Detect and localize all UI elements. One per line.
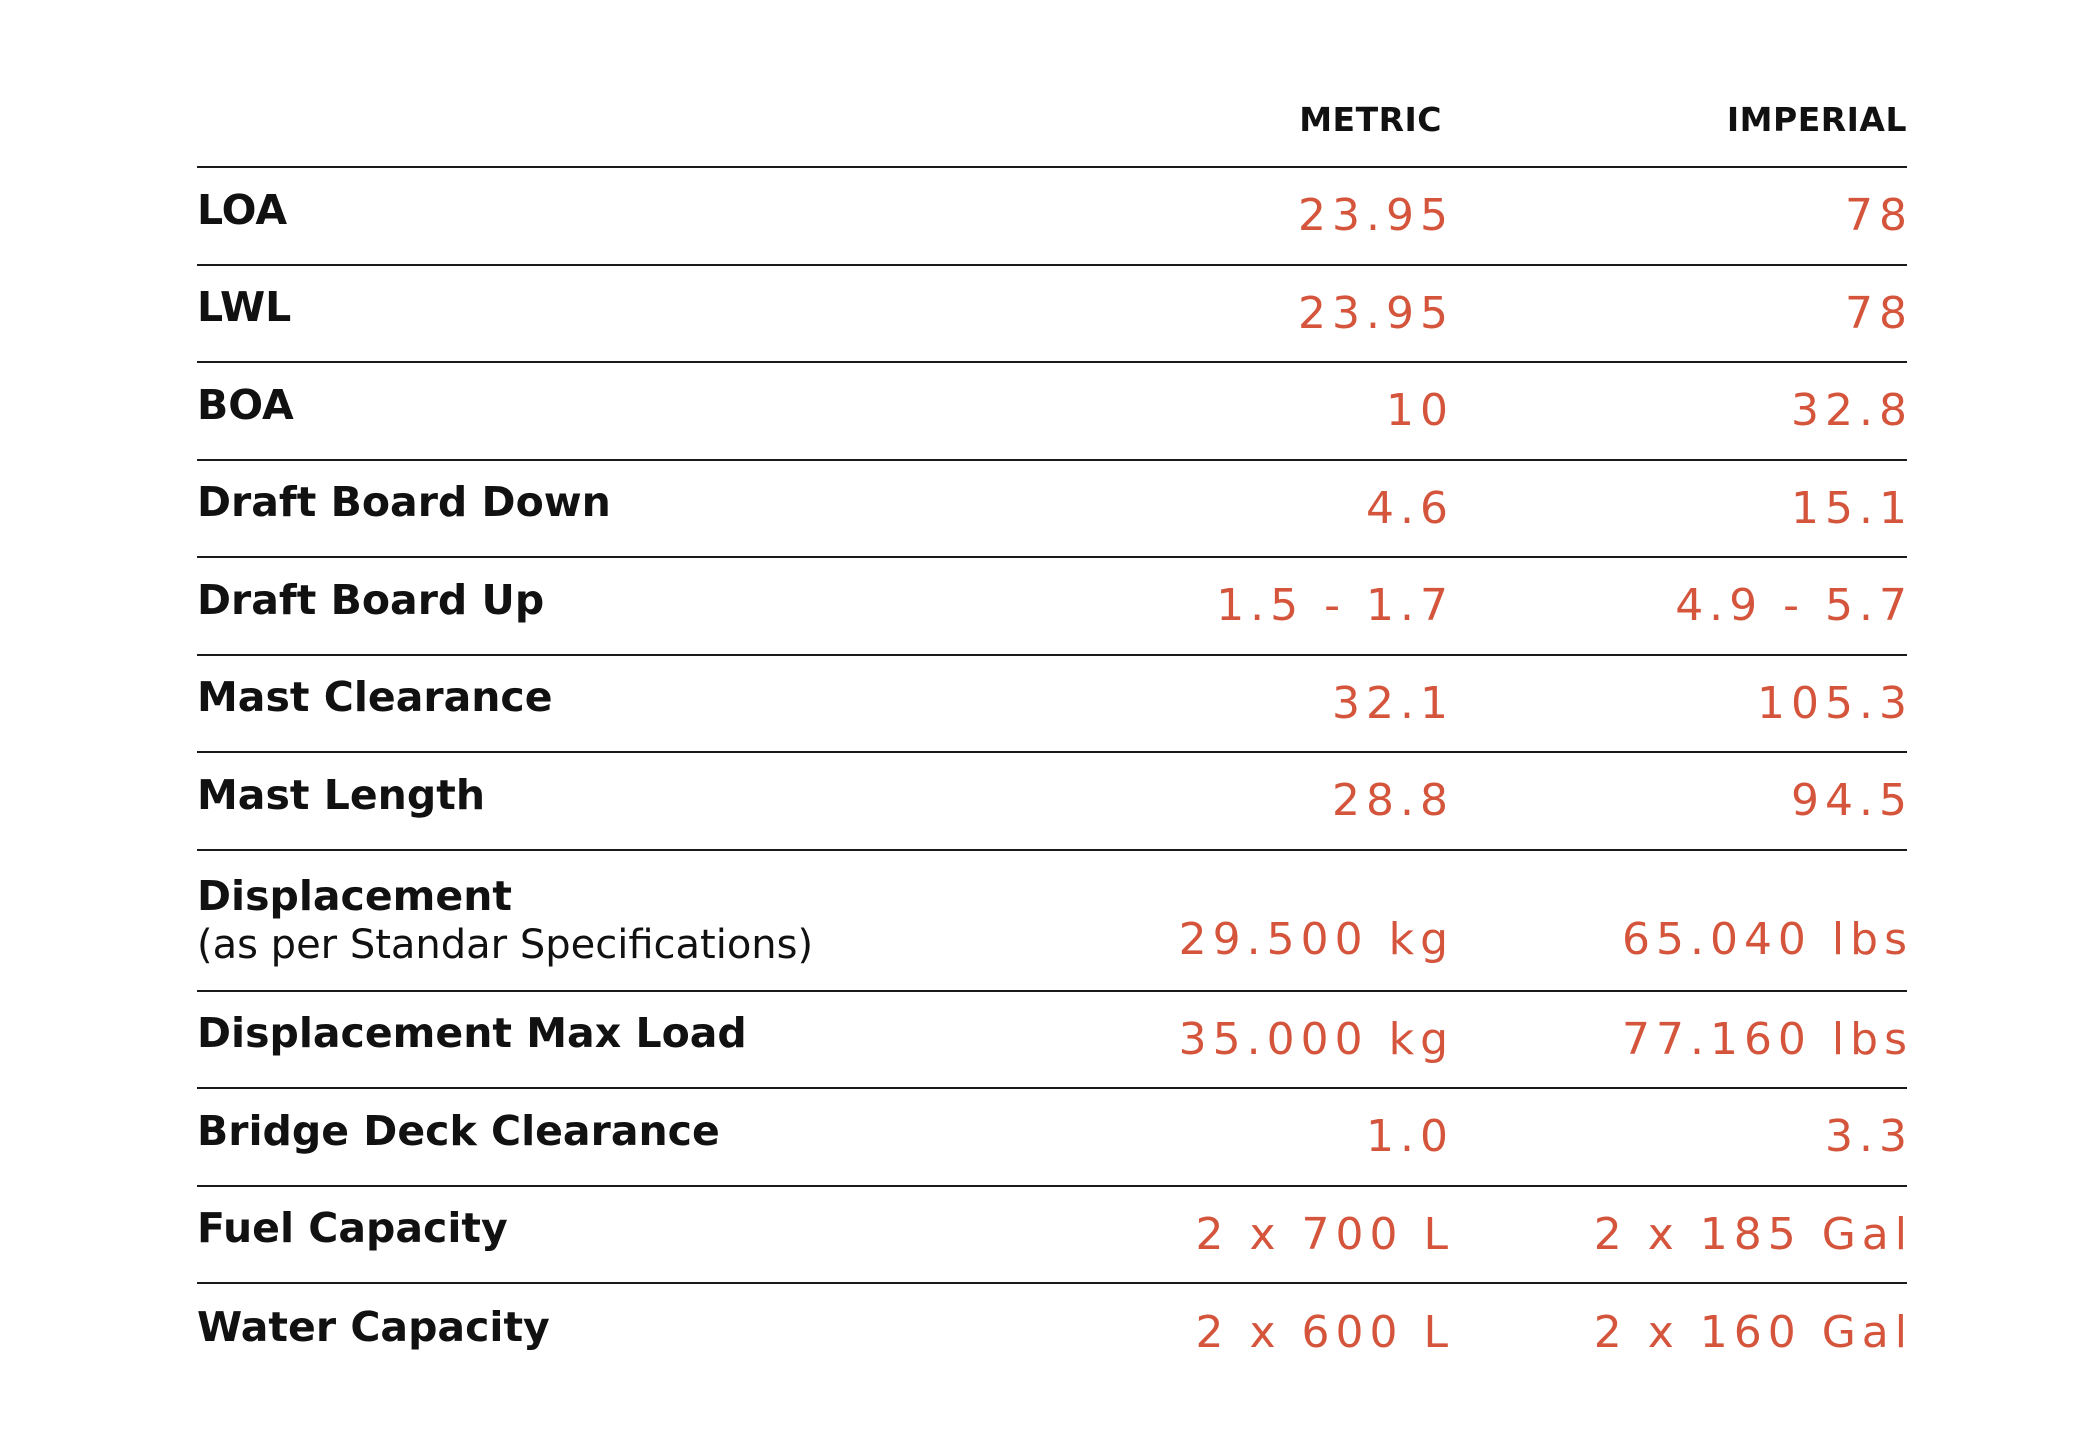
row-label: BOA (197, 380, 294, 429)
table-row (197, 1187, 1913, 1285)
imperial-value: 15.1 (1791, 482, 1913, 534)
metric-value: 2 x 600 L (1195, 1307, 1454, 1359)
metric-value: 29.500 kg (1178, 913, 1454, 965)
metric-value: 23.95 (1298, 190, 1454, 242)
metric-value: 1.0 (1366, 1111, 1454, 1163)
imperial-value: 77.160 lbs (1621, 1013, 1913, 1065)
row-label: Water Capacity (197, 1302, 550, 1351)
row-label: Draft Board Down (197, 478, 611, 527)
row-label: LOA (197, 185, 288, 234)
imperial-value: 2 x 185 Gal (1593, 1208, 1913, 1260)
table-row (197, 266, 1913, 364)
table-row (197, 558, 1913, 656)
table-row (197, 656, 1913, 754)
row-label-group (197, 851, 989, 990)
table-row (197, 851, 1913, 992)
metric-value: 23.95 (1298, 287, 1454, 339)
row-label: Displacement Max Load (197, 1009, 747, 1058)
row-label: Fuel Capacity (197, 1204, 508, 1253)
imperial-value: 2 x 160 Gal (1593, 1307, 1913, 1359)
row-label: Mast Clearance (197, 673, 553, 722)
row-label: LWL (197, 283, 292, 332)
imperial-value: 78 (1845, 190, 1913, 242)
table-row (197, 461, 1913, 559)
table-row (197, 1089, 1913, 1187)
imperial-value: 3.3 (1825, 1111, 1913, 1163)
imperial-column-header: IMPERIAL (1726, 100, 1907, 139)
imperial-value: 4.9 - 5.7 (1675, 580, 1913, 632)
table-row (197, 992, 1913, 1090)
header-spacer (197, 100, 977, 112)
table-row (197, 363, 1913, 461)
metric-value: 28.8 (1332, 775, 1454, 827)
metric-column-header: METRIC (1299, 100, 1442, 139)
imperial-value: 32.8 (1791, 385, 1913, 437)
metric-value: 32.1 (1332, 677, 1454, 729)
spec-table (197, 95, 1913, 1382)
row-sublabel: (as per Standar Specifications) (197, 922, 814, 968)
row-label: Bridge Deck Clearance (197, 1106, 720, 1155)
imperial-value: 94.5 (1791, 775, 1913, 827)
row-label: Draft Board Up (197, 575, 545, 624)
metric-value: 2 x 700 L (1195, 1208, 1454, 1260)
imperial-value: 78 (1845, 287, 1913, 339)
imperial-value: 105.3 (1757, 677, 1913, 729)
metric-value: 35.000 kg (1178, 1013, 1454, 1065)
row-label: Mast Length (197, 770, 486, 819)
row-label: Displacement (197, 872, 512, 920)
table-header (197, 95, 1907, 168)
table-row (197, 168, 1913, 266)
metric-value: 4.6 (1366, 482, 1454, 534)
metric-value: 10 (1386, 385, 1454, 437)
metric-value: 1.5 - 1.7 (1216, 580, 1454, 632)
imperial-value: 65.040 lbs (1621, 913, 1913, 965)
table-row (197, 1284, 1913, 1382)
table-row (197, 753, 1913, 851)
